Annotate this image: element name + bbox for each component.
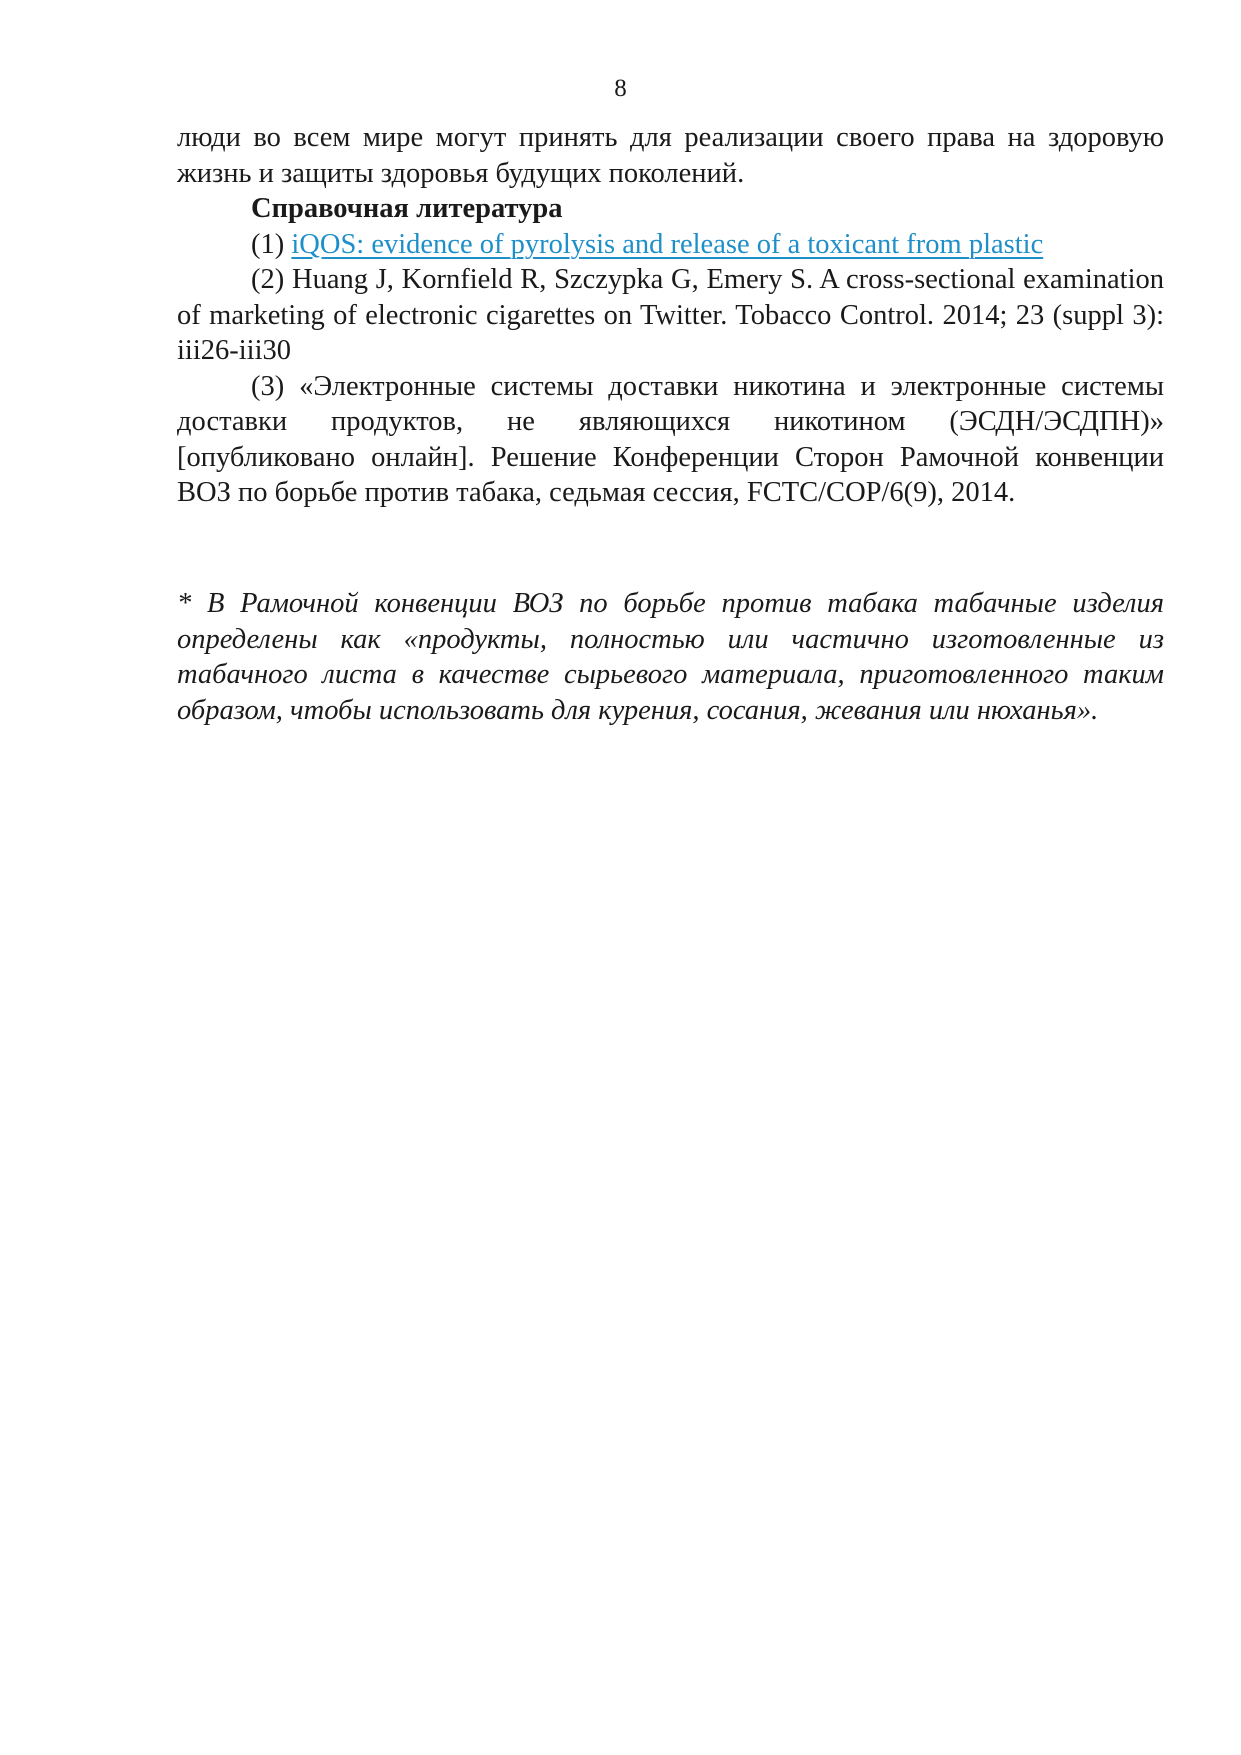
reference-number-3: (3) [251,370,285,402]
reference-item-2 [177,262,1164,369]
footnote: * В Рамочной конвенции ВОЗ по борьбе против табака табачные изделия определены как «продукты, полностью или частично изготовленные из табачного листа в качестве сырьевого материала, приготовленного таким образом, чтобы использовать для курения, сосания, жевания или нюханья». [177,588,1164,726]
reference-number-1: (1) [251,228,285,260]
reference-item-1 [177,227,1164,263]
reference-text-3: «Электронные системы доставки никотина и электронные системы доставки продуктов, не являющихся никотином (ЭСДН/ЭСДПН)» [опубликовано онлайн]. Решение Конференции Сторон Рамочной конвенции ВОЗ по борьбе против табака, седьмая сессия, FCTC/COP/6(9), 2014. [177,370,1165,508]
reference-number-2: (2) [251,264,285,295]
intro-paragraph: люди во всем мире могут принять для реализации своего права на здоровую жизнь и защиты здоровья будущих поколений. [177,122,1164,189]
reference-link-1[interactable]: iQOS: evidence of pyrolysis and release of a toxicant from plastic [291,228,1044,260]
references-heading: Справочная литература [251,193,563,224]
page-number: 8 [614,75,627,102]
reference-item-3 [177,369,1164,511]
document-body [177,120,1164,511]
reference-text-2: Huang J, Kornfield R, Szczypka G, Emery S. A cross-sectional examination of marketing of electronic cigarettes on Twitter. Tobacco Control. 2014; 23 (suppl 3): iii26-iii30 [177,264,1165,366]
